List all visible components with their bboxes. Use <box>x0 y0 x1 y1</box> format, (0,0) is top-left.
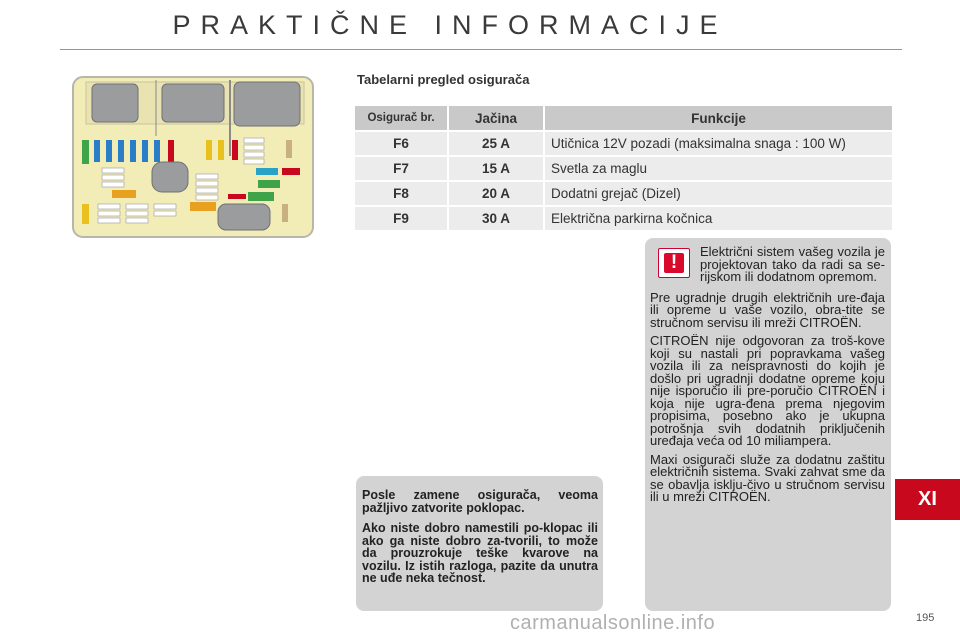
table-row <box>355 157 892 180</box>
watermark: carmanualsonline.info <box>510 612 716 634</box>
note-panel <box>356 476 603 611</box>
fuse-number: F7 <box>355 157 449 180</box>
note-paragraph: Posle zamene osigurača, veoma pažljivo zatvorite poklopac. <box>362 488 598 515</box>
column-header: Funkcije <box>545 106 892 130</box>
fuse-table <box>355 104 892 232</box>
page-title: PRAKTIČNE INFORMACIJE <box>172 10 728 40</box>
warning-panel <box>645 238 891 611</box>
warning-paragraph: Pre ugradnje drugih električnih ure-đaja ili opreme u vaše vozilo, obra-tite se stručnom servisu ili mreži CITROËN. <box>650 289 885 330</box>
table-row <box>355 182 892 205</box>
fuse-rating: 15 A <box>449 157 545 180</box>
column-header: Jačina <box>449 106 545 130</box>
fuse-function: Utičnica 12V pozadi (maksimalna snaga : 100 W) <box>545 132 892 155</box>
column-header: Osigurač br. <box>355 106 449 130</box>
section-heading: Tabelarni pregled osigurača <box>357 72 530 87</box>
note-paragraph: Ako niste dobro namestili po-klopac ili ako ga niste dobro za-tvorili, to može da prouzrokuje teške kvarove na vozilu. Iz istih razloga, pazite da unutra ne uđe neka tečnost. <box>362 521 598 585</box>
fuse-number: F8 <box>355 182 449 205</box>
warning-paragraph: CITROËN nije odgovoran za troš-kove koji su nastali pri popravkama vašeg vozila ili za neispravnosti do kojih je došlo pri ugradnji dodatne opreme koju nije isporučio ili pre-poručio CITROËN i koja nije ugra-đena prema njegovim propisima, posebno ako je ukupna potrošnja svih dodatnih priključenih uređaja veća od 10 miliampera. <box>650 333 885 448</box>
fuse-number: F9 <box>355 207 449 230</box>
fuse-function: Dodatni grejač (Dizel) <box>545 182 892 205</box>
fuse-rating: 20 A <box>449 182 545 205</box>
fuse-function: Električna parkirna kočnica <box>545 207 892 230</box>
fuse-rating: 25 A <box>449 132 545 155</box>
table-row <box>355 132 892 155</box>
fuse-number: F6 <box>355 132 449 155</box>
fuse-box-diagram <box>72 76 314 238</box>
table-row <box>355 207 892 230</box>
title-divider <box>60 49 902 50</box>
table-header-row <box>355 106 892 130</box>
chapter-tab[interactable]: XI <box>895 479 960 520</box>
warning-exclamation-icon: ! <box>658 248 690 278</box>
fuse-rating: 30 A <box>449 207 545 230</box>
warning-lead-text: Električni sistem vašeg vozila je projektovan tako da radi sa se-rijskom ili dodatnom opremom. <box>700 244 885 284</box>
warning-paragraph: Maxi osigurači služe za dodatnu zaštitu električnih sistema. Svaki zahvat sme da se obavlja isklju-čivo u stručnom servisu ili u mreži CITROËN. <box>650 451 885 504</box>
fuse-function: Svetla za maglu <box>545 157 892 180</box>
page-number: 195 <box>916 612 935 624</box>
